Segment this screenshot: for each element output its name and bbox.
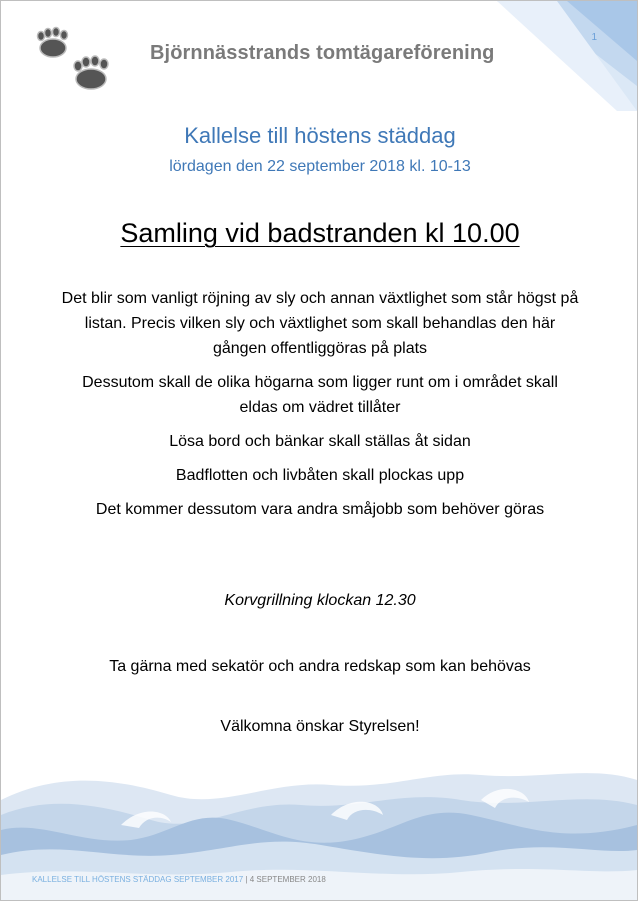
document-title: Kallelse till höstens städdag xyxy=(184,123,456,148)
bear-paw-logo xyxy=(34,26,116,96)
footer-title: KALLELSE TILL HÖSTENS STÄDDAG SEPTEMBER 2017 xyxy=(32,875,244,884)
footer-separator: | xyxy=(245,875,248,884)
document-subtitle: lördagen den 22 september 2018 kl. 10-13 xyxy=(169,158,471,175)
paragraph: Lösa bord och bänkar skall ställas åt sidan xyxy=(169,433,471,450)
paragraph: Dessutom skall de olika högarna som ligger runt om i området skall eldas om vädret tillåter xyxy=(82,374,558,416)
footer-date: 4 SEPTEMBER 2018 xyxy=(249,875,326,884)
welcome-note: Välkomna önskar Styrelsen! xyxy=(220,718,420,735)
paragraph: Det blir som vanligt röjning av sly och annan växtlighet som står högst på listan. Precis vilken sly och växtlighet som skall behandlas den här gången offentliggöras på plats xyxy=(61,290,579,357)
paragraph: Det kommer dessutom vara andra småjobb som behöver göras xyxy=(95,501,545,518)
footer xyxy=(32,875,326,884)
headline-text: Samling vid badstranden kl 10.00 xyxy=(120,218,520,248)
grill-note: Korvgrillning klockan 12.30 xyxy=(224,592,416,609)
corner-decoration xyxy=(497,1,637,111)
headline xyxy=(1,218,638,249)
organization-name: Björnnässtrands tomtägareförening xyxy=(150,42,495,64)
paragraph: Badflotten och livbåten skall plockas upp xyxy=(175,467,465,484)
page-number: 1 xyxy=(591,32,597,43)
bear-paw-icon xyxy=(74,56,108,89)
bring-tools-note: Ta gärna med sekatör och andra redskap som kan behövas xyxy=(109,658,531,675)
body-text xyxy=(61,286,579,531)
bear-paw-icon xyxy=(38,28,68,58)
